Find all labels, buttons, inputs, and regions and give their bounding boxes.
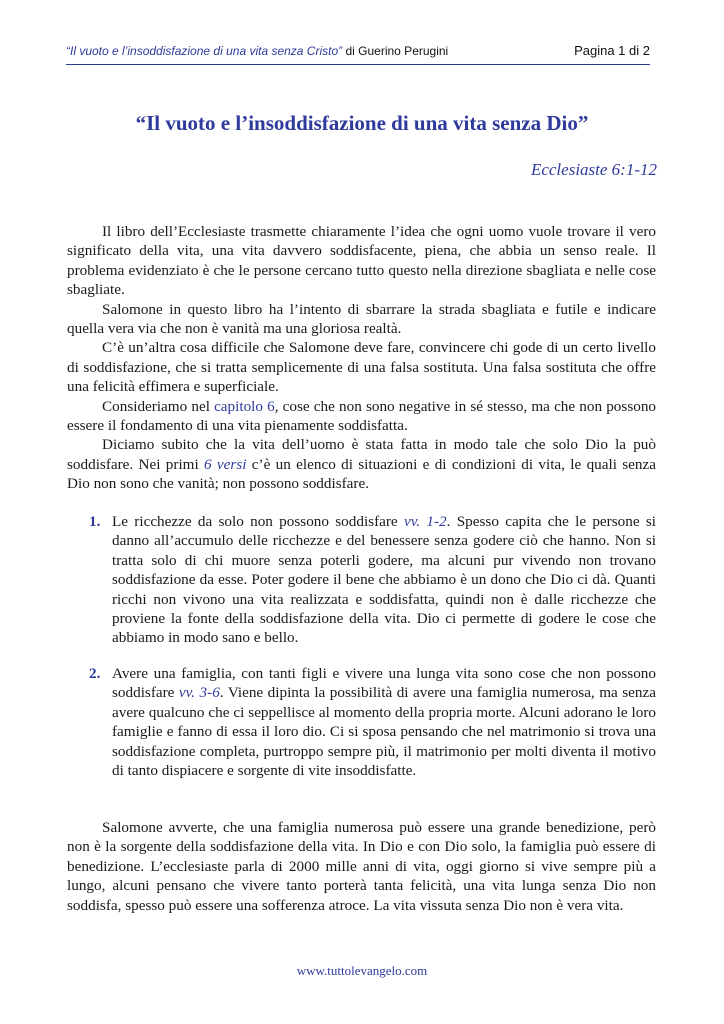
text: , cose che non sono negative in sé stesso, ma che non possono essere il fondamento di una vita pienamente soddisfatta. — [67, 397, 657, 435]
header-left — [66, 44, 448, 58]
closing-section — [67, 818, 656, 915]
paragraph: Salomone in questo libro ha l’intento di sbarrare la strada sbagliata e futile e indicare quella vera via che non è vanità ma una gloriosa realtà. — [67, 300, 656, 338]
header-author: di Guerino Perugini — [345, 44, 449, 58]
paragraph — [67, 397, 656, 436]
text: . Spesso capita che le persone si danno all’accumulo delle ricchezze e del benessere senza godere ciò che hanno. Non si tratta solo di chi muore senza poterli godere, ma alcuni pur vivendo non trovano soddisfazione da esse. Poter godere il bene che abbiamo è un dono che Dio ci dà. Quanti ricchi non vivono una vita realizzata e soddisfatta, quindi non è dalle ricchezze che proviene la fonte della soddisfazione della vita. Dio ci permette di godere le cose che abbiamo in modo sano e bello. — [112, 513, 656, 647]
list-item — [67, 664, 656, 780]
page-number: Pagina 1 di 2 — [574, 43, 650, 58]
list-item — [67, 512, 656, 648]
text: Avere una famiglia, con tanti figli e vivere una lunga vita sono cose che non possono soddisfare — [112, 665, 656, 702]
text: Le ricchezze da solo non possono soddisfare — [112, 513, 404, 530]
text: . Viene dipinta la possibilità di avere una famiglia numerosa, ma senza avere qualcuno che ci seppellisce al momento della propria morte. Alcuni adorano le loro famiglie e fanno di essa il loro dio. Ci si sposa pensando che nel matrimonio si trova una soddisfazione completa, purtroppo sempre più, il matrimonio per molti diventa il motivo di tanto dispiacere e sorgente di vite insoddisfatte. — [112, 684, 656, 780]
verse-link[interactable]: vv. 3-6 — [178, 684, 220, 702]
paragraph: Salomone avverte, che una famiglia numerosa può essere una grande benedizione, però non è la sorgente della soddisfazione della vita. In Dio e con Dio solo, la famiglia può essere di benedizione. L’ecclesiaste parla di 2000 mille anni di vita, oggi giorno si vive sempre più a lungo, alcuni pensano che vivere tanto porterà tanta felicità, una vita lunga senza Dio non soddisfa, spesso può essere una sofferenza atroce. La vita vissuta senza Dio non è vera vita. — [67, 819, 656, 914]
paragraph: Il libro dell’Ecclesiaste trasmette chiaramente l’idea che ogni uomo vuole trovare il vero significato della vita, una vita davvero soddisfacente, piena, che abbia un senso reale. Il problema evidenziato è che le persone cercano tutto questo nella direzione sbagliata e nelle cose sbagliate. — [67, 223, 656, 299]
list-number: 1. — [89, 513, 101, 530]
verse-link[interactable]: vv. 1-2 — [403, 513, 447, 530]
text: Consideriamo nel — [102, 397, 215, 415]
document-title: “Il vuoto e l’insoddisfazione di una vita senza Dio” — [135, 111, 589, 135]
verses-link[interactable]: 6 versi — [204, 455, 247, 473]
footer-url[interactable]: www.tuttolevangelo.com — [296, 963, 428, 978]
paragraph: C’è un’altra cosa difficile che Salomone deve fare, convincere chi gode di un certo livello di soddisfazione, che si tratta semplicemente di una falsa sostituta. Una falsa sostituta che offre una felicità effimera e superficiale. — [67, 339, 656, 396]
chapter-link[interactable]: capitolo 6 — [214, 397, 275, 415]
list-item-content — [67, 512, 656, 648]
paragraph — [67, 435, 656, 493]
intro-section — [67, 222, 656, 494]
text: Diciamo subito che la vita dell’uomo è stata fatta in modo tale che solo Dio la può soddisfare. Nei primi — [67, 436, 656, 473]
header-title: “Il vuoto e l’insoddisfazione di una vita senza Cristo” — [66, 44, 343, 58]
scripture-reference: Ecclesiaste 6:1-12 — [530, 160, 657, 179]
list-number: 2. — [89, 665, 101, 682]
text: c’è un elenco di situazioni e di condizioni di vita, le quali senza Dio non sono che vanità; non possono soddisfare. — [67, 455, 656, 493]
page-header — [66, 42, 650, 65]
list-item-content — [67, 664, 656, 780]
